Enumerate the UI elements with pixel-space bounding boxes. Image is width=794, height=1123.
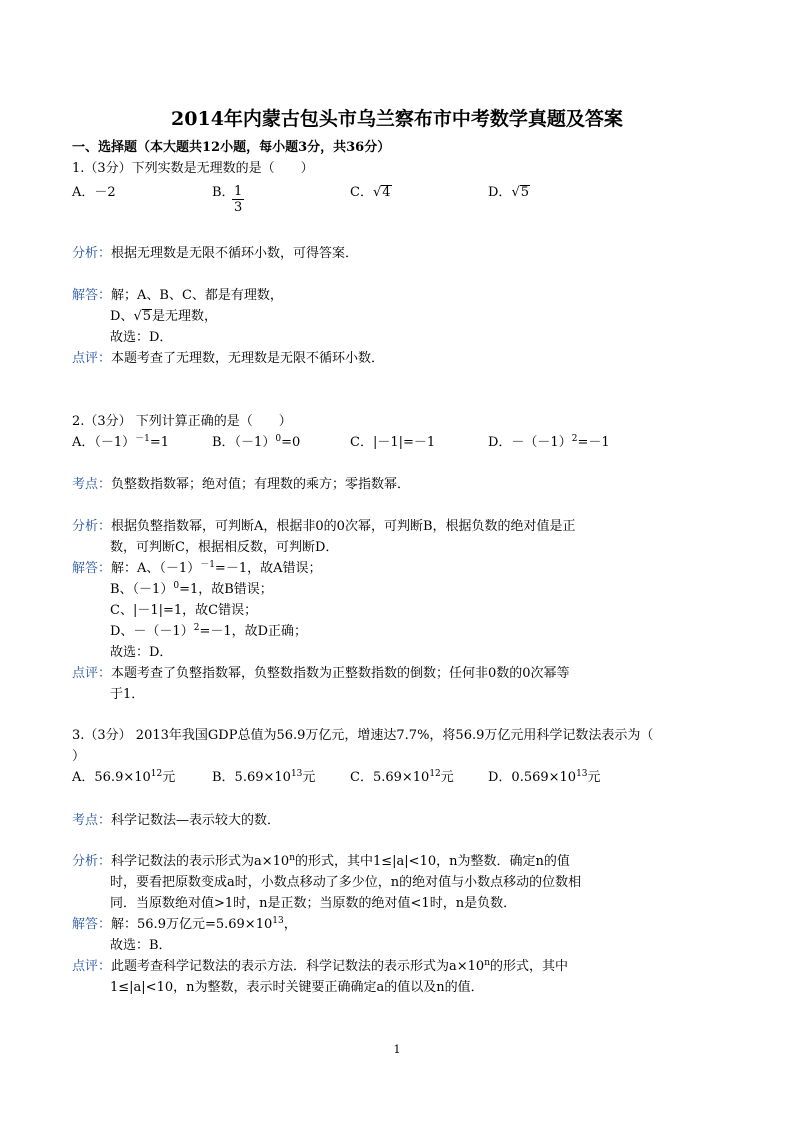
q2-option-a-exp: －1	[135, 434, 150, 444]
q1-stem: 1.（3分）下列实数是无理数的是（ ）	[72, 161, 314, 176]
q2-ans4-base: D、－（－1）	[110, 624, 194, 639]
q3-analysis-line2: 时，要看把原数变成a时，小数点移动了多少位，n的绝对值与小数点移动的位数相	[110, 875, 582, 890]
q1-option-d-radicand: 5	[520, 185, 530, 200]
q1-answer-suffix: 是无理数，	[152, 309, 218, 324]
q2-option-a-base: A．（－1）	[72, 435, 136, 450]
q3-review-text1b: 的形式，其中	[490, 959, 569, 974]
q2-option-b	[212, 434, 300, 452]
q3-option-b	[212, 769, 315, 787]
q3-ans1-exp: 13	[272, 916, 284, 926]
q1-review	[72, 350, 384, 368]
q1-option-d	[488, 184, 530, 202]
q2-answer-line4	[110, 623, 307, 641]
q3-option-c-base: C．5.69×10	[350, 770, 430, 785]
q1-option-c-prefix: C．	[350, 185, 373, 200]
q3-option-c-unit: 元	[440, 770, 454, 785]
q2-ans2-base: B、（－1）	[110, 582, 174, 597]
q1-answer-line1	[72, 287, 283, 305]
q1-option-c-radicand: 4	[382, 185, 391, 200]
q3-option-a-exp: 12	[150, 769, 163, 779]
section-heading: 一、选择题（本大题共12小题，每小题3分，共36分）	[72, 140, 391, 155]
q1-answer-radicand: 5	[142, 309, 152, 324]
q3-option-d-base: D．0.569×10	[488, 770, 577, 785]
review-label: 点评：	[72, 666, 112, 681]
analysis-label: 分析：	[72, 519, 112, 534]
q2-ans2-result: =1，故B错误；	[179, 582, 273, 597]
q3-option-b-base: B．5.69×10	[212, 770, 291, 785]
q1-answer-line3: 故选：D．	[110, 330, 173, 345]
q3-review-text1a: 此题考查科学记数法的表示方法．科学记数法的表示形式为a×10	[111, 959, 485, 974]
q2-answer-line5: 故选：D．	[110, 645, 173, 660]
q2-answer-line1	[72, 560, 321, 578]
q3-ans1-end: ，	[283, 917, 297, 932]
q3-review-line1	[72, 958, 568, 976]
q2-option-c: C．|－1|=－1	[350, 435, 436, 450]
q3-option-c	[350, 769, 454, 787]
q2-analysis-line1	[72, 518, 576, 536]
q1-option-a: A．－2	[72, 185, 116, 200]
q3-analysis-line3: 同．当原数绝对值>1时，n是正数；当原数的绝对值<1时，n是负数．	[110, 896, 517, 911]
q3-analysis-line1	[72, 853, 570, 871]
q2-ans1-exp: －1	[200, 560, 215, 570]
q3-stem-line1: 3.（3分） 2013年我国GDP总值为56.9万亿元，增速达7.7%，将56.9万亿元用科学记数法表示为（	[72, 728, 654, 743]
q2-stem: 2.（3分） 下列计算正确的是（ ）	[72, 414, 292, 429]
q1-review-text: 本题考查了无理数，无理数是无限不循环小数．	[111, 351, 385, 366]
q2-answer-line2	[110, 581, 273, 599]
q3-analysis-text1a: 科学记数法的表示形式为a×10	[111, 854, 290, 869]
q1-answer-text1: 解；A、B、C、都是有理数，	[111, 288, 283, 303]
q3-option-a	[72, 769, 175, 787]
q3-option-d-unit: 元	[587, 770, 601, 785]
page-number: 1	[393, 1043, 401, 1056]
q2-ans4-result: =－1，故D正确；	[199, 624, 308, 639]
q1-analysis-text: 根据无理数是无限不循环小数，可得答案．	[111, 246, 359, 261]
q2-point	[72, 476, 410, 494]
q3-answer-line2: 故选：B．	[110, 938, 172, 953]
q2-option-b-result: =0	[281, 435, 301, 450]
sqrt-icon: √4	[372, 185, 391, 200]
q3-option-a-base: A．56.9×10	[72, 770, 151, 785]
q2-option-b-base: B．（－1）	[212, 435, 276, 450]
q2-option-d-base: D．－（－1）	[488, 435, 572, 450]
review-label: 点评：	[72, 959, 112, 974]
q2-option-d	[488, 434, 610, 452]
point-label: 考点：	[72, 813, 112, 828]
q3-analysis-exp: n	[289, 853, 295, 863]
q3-review-exp: n	[484, 958, 490, 968]
q3-review-line2: 1≤|a|<10，n为整数，表示时关键要正确确定a的值以及n的值．	[110, 980, 484, 995]
q3-option-b-unit: 元	[302, 770, 316, 785]
q3-option-d	[488, 769, 601, 787]
document-title: 2014年内蒙古包头市乌兰察布市中考数学真题及答案	[171, 108, 623, 130]
q3-ans1-base: 解：56.9万亿元=5.69×10	[111, 917, 273, 932]
q1-option-b-prefix: B．	[212, 185, 235, 200]
q2-analysis-text1: 根据负整指数幂，可判断A，根据非0的0次幂，可判断B，根据负数的绝对值是正	[111, 519, 576, 534]
sqrt-icon: √5	[511, 185, 530, 200]
analysis-label: 分析：	[72, 854, 112, 869]
q3-stem-line2: ）	[72, 749, 86, 764]
q2-review-line2: 于1．	[110, 687, 145, 702]
q3-analysis-text1b: 的形式，其中1≤|a|<10，n为整数．确定n的值	[295, 854, 570, 869]
q2-point-text: 负整数指数幂；绝对值；有理数的乘方；零指数幂．	[111, 477, 411, 492]
point-label: 考点：	[72, 477, 112, 492]
q2-option-d-exp: 2	[571, 434, 578, 444]
q1-option-b-denominator: 3	[234, 200, 243, 215]
answer-label: 解答：	[72, 917, 112, 932]
q3-option-b-exp: 13	[290, 769, 303, 779]
q1-analysis	[72, 245, 358, 263]
analysis-label: 分析：	[72, 246, 112, 261]
q3-option-d-exp: 13	[576, 769, 588, 779]
answer-label: 解答：	[72, 561, 112, 576]
q2-option-a-result: =1	[149, 435, 170, 450]
q2-ans1-result: =－1，故A错误；	[214, 561, 322, 576]
q1-answer-prefix: D、	[110, 309, 134, 324]
q2-ans2-exp: 0	[173, 581, 180, 591]
q2-option-b-exp: 0	[275, 434, 282, 444]
q3-option-c-exp: 12	[429, 769, 441, 779]
q1-option-b-fraction	[232, 184, 244, 215]
q3-option-a-unit: 元	[162, 770, 176, 785]
q2-review-text1: 本题考查了负整指数幂，负整数指数为正整数指数的倒数；任何非0数的0次幂等	[111, 666, 570, 681]
q2-option-d-result: =－1	[577, 435, 610, 450]
q2-review-line1	[72, 665, 570, 683]
q2-analysis-line2: 数，可判断C，根据相反数，可判断D．	[110, 540, 339, 555]
q3-answer-line1	[72, 916, 297, 934]
answer-label: 解答：	[72, 288, 112, 303]
q1-option-c	[350, 184, 392, 202]
q1-option-b-numerator: 1	[234, 184, 243, 199]
q3-point	[72, 812, 280, 830]
q3-point-text: 科学记数法—表示较大的数．	[111, 813, 281, 828]
q1-option-d-prefix: D．	[488, 185, 512, 200]
q2-ans1-base: 解：A、（－1）	[111, 561, 201, 576]
q1-answer-line2	[110, 308, 217, 326]
q2-answer-line3: C、|－1|=1，故C错误；	[110, 603, 258, 618]
review-label: 点评：	[72, 351, 112, 366]
q2-option-a	[72, 434, 169, 452]
q2-ans4-exp: 2	[193, 623, 200, 633]
sqrt-icon: √5	[133, 309, 152, 324]
